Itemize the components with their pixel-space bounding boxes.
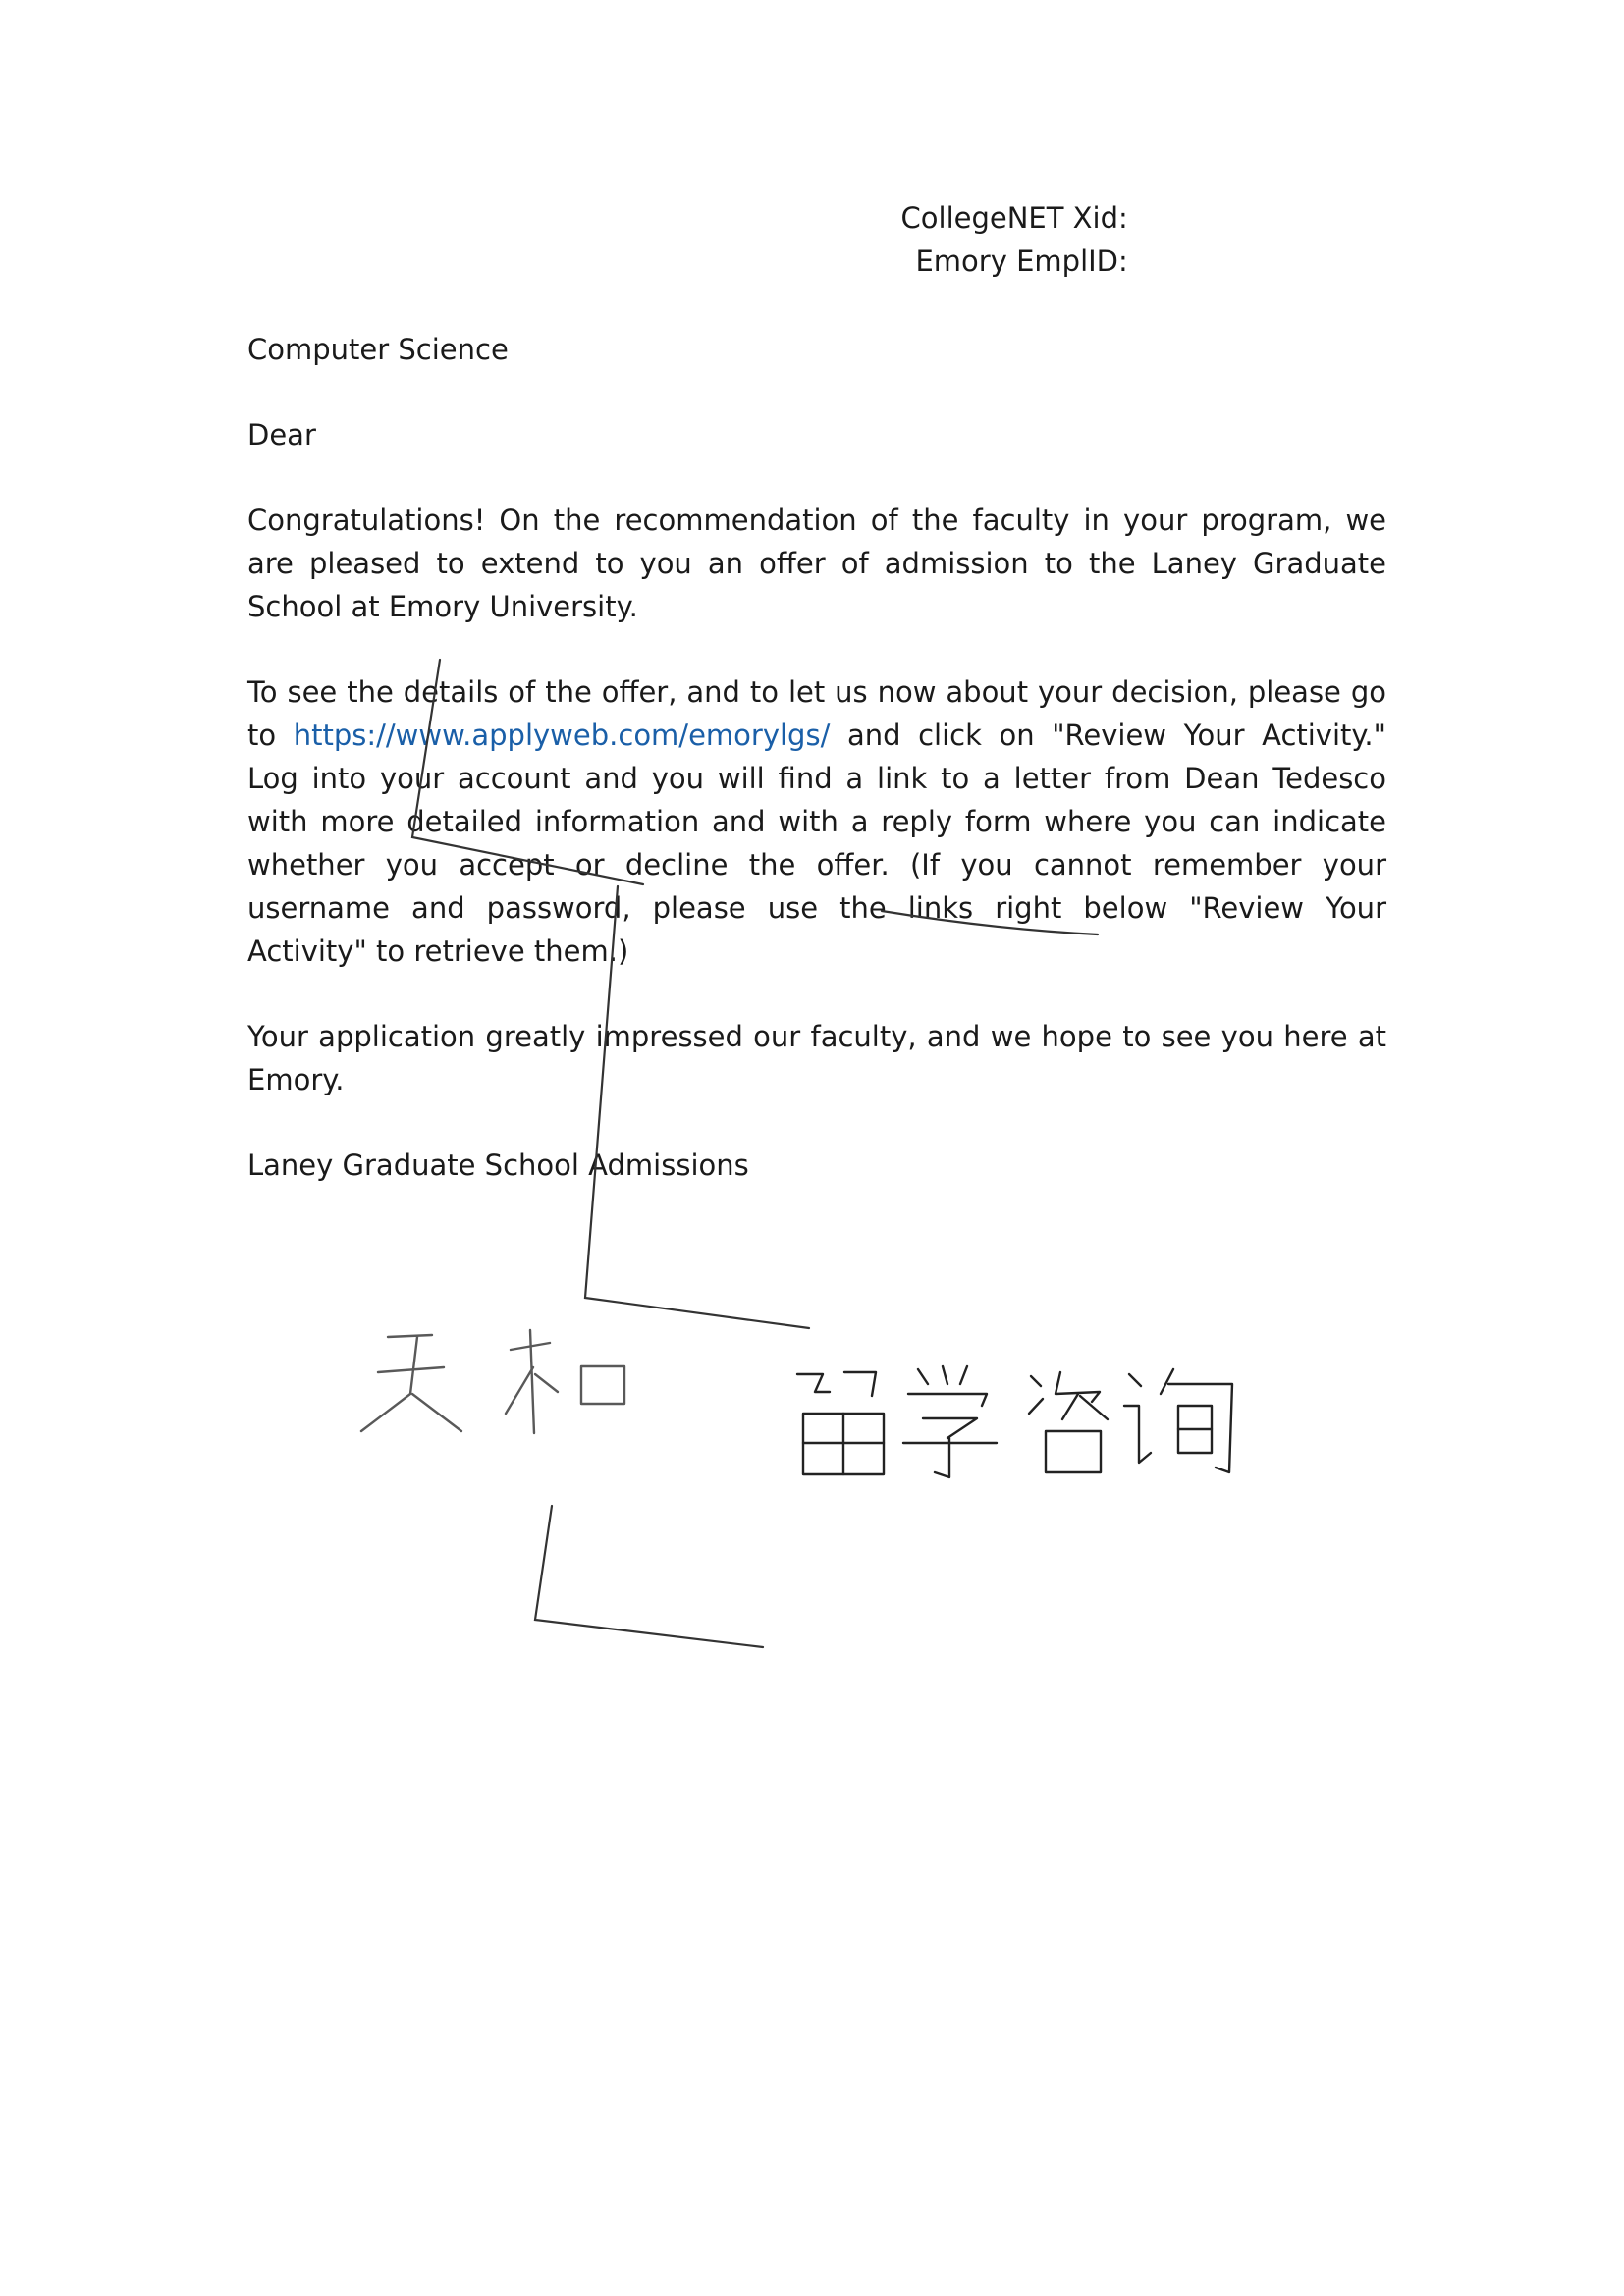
instructions-text-end: and click on "Review Your Activity." Log into your account and you will find a link to a letter from Dean Tedesco with more detailed information and with a reply form where you can indicate whether you accept or decline the offer. (If you cannot remember your username and password, please use the links right below "Review Your Activity" to retrieve them.) — [247, 719, 1386, 968]
congratulations-paragraph: Congratulations! On the recommendation of the faculty in your program, we are pleased to extend to you an offer of admission to the Laney Graduate School at Emory University. — [247, 504, 1386, 623]
collegenet-id-label: CollegeNET Xid: — [900, 201, 1128, 235]
emory-emplid-label: Emory EmplID: — [915, 244, 1128, 278]
signature: Laney Graduate School Admissions — [247, 1148, 749, 1182]
watermark-glyph-xun — [1124, 1369, 1232, 1472]
applyweb-link[interactable]: https://www.applyweb.com/emorylgs/ — [293, 719, 831, 752]
watermark-glyph-liu — [797, 1372, 884, 1474]
department-line: Computer Science — [247, 333, 509, 366]
collegenet-id-row — [901, 196, 1274, 240]
instructions-paragraph — [247, 670, 1386, 973]
watermark-bracket-lower — [535, 1506, 763, 1647]
instructions-text-start: To see the details of the offer, and to let us now about your decision, please go to — [247, 675, 1386, 752]
emory-emplid-row — [901, 240, 1274, 283]
watermark-glyph-zi — [1029, 1372, 1108, 1472]
emory-emplid-redacted — [1137, 249, 1274, 277]
watermark-glyph-xue — [903, 1366, 997, 1477]
closing-paragraph: Your application greatly impressed our faculty, and we hope to see you here at Emory. — [247, 1020, 1386, 1096]
letter-body — [247, 328, 1386, 1229]
id-block — [901, 196, 1274, 283]
watermark-logo — [361, 1330, 1232, 1477]
watermark-glyph-he — [506, 1330, 624, 1433]
collegenet-id-redacted — [1137, 206, 1274, 234]
watermark-glyph-tian — [361, 1335, 461, 1431]
salutation: Dear — [247, 418, 316, 452]
